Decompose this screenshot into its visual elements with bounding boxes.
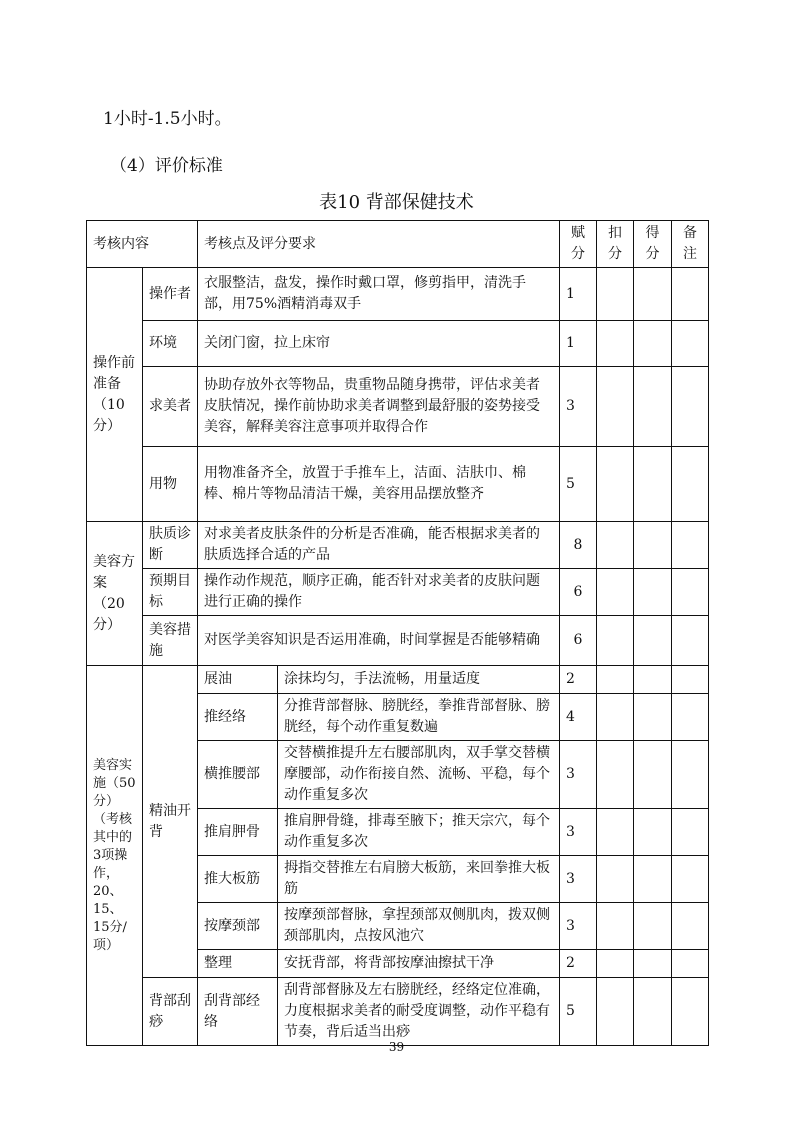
note-cell [672, 741, 709, 809]
row-score: 2 [560, 950, 597, 978]
deduct-cell [597, 741, 634, 809]
get-cell [634, 950, 672, 978]
impl-item: 刮背部经络 [198, 978, 278, 1046]
note-cell [672, 666, 709, 694]
get-cell [634, 666, 672, 694]
impl-requirement: 涂抹均匀，手法流畅，用量适度 [278, 666, 560, 694]
impl-requirement: 拇指交替推左右肩膀大板筋，来回拳推大板筋 [278, 856, 560, 903]
impl-requirement: 推肩胛骨缝，排毒至腋下；推天宗穴，每个动作重复多次 [278, 809, 560, 856]
get-cell [634, 856, 672, 903]
note-cell [672, 321, 709, 367]
impl-requirement: 按摩颈部督脉，拿捏颈部双侧肌肉，拨双侧颈部肌肉，点按风池穴 [278, 903, 560, 950]
row-score: 2 [560, 666, 597, 694]
row-requirement: 用物准备齐全，放置于手推车上，洁面、洁肤巾、棉棒、棉片等物品清洁干燥，美容用品摆放整齐 [198, 447, 560, 522]
get-cell [634, 447, 672, 522]
impl-item: 整理 [198, 950, 278, 978]
row-score: 3 [560, 856, 597, 903]
row-score: 6 [560, 569, 597, 616]
table-row [87, 522, 709, 569]
row-score: 6 [560, 616, 597, 666]
deduct-cell [597, 367, 634, 447]
row-category: 预期目标 [143, 569, 198, 616]
impl-item: 推肩胛骨 [198, 809, 278, 856]
deduct-cell [597, 569, 634, 616]
row-requirement: 协助存放外衣等物品，贵重物品随身携带，评估求美者皮肤情况，操作前协助求美者调整到最舒服的姿势接受美容，解释美容注意事项并取得合作 [198, 367, 560, 447]
impl-requirement: 安抚背部，将背部按摩油擦拭干净 [278, 950, 560, 978]
row-score: 5 [560, 447, 597, 522]
intro-duration-text: 1小时-1.5小时。 [103, 109, 232, 129]
table-row [87, 321, 709, 367]
get-cell [634, 569, 672, 616]
get-cell [634, 522, 672, 569]
row-requirement: 操作动作规范，顺序正确，能否针对求美者的皮肤问题进行正确的操作 [198, 569, 560, 616]
deduct-cell [597, 616, 634, 666]
table-row [87, 367, 709, 447]
row-score: 3 [560, 809, 597, 856]
deduct-cell [597, 809, 634, 856]
row-category: 环境 [143, 321, 198, 367]
impl-category-oil: 精油开背 [143, 666, 198, 978]
row-score: 3 [560, 903, 597, 950]
impl-requirement: 分推背部督脉、膀胱经，拳推背部督脉、膀胱经，每个动作重复数遍 [278, 694, 560, 741]
row-requirement: 对求美者皮肤条件的分析是否准确，能否根据求美者的肤质选择合适的产品 [198, 522, 560, 569]
get-cell [634, 809, 672, 856]
header-get: 得分 [634, 221, 672, 268]
row-score: 3 [560, 367, 597, 447]
table-row [87, 616, 709, 666]
note-cell [672, 367, 709, 447]
note-cell [672, 569, 709, 616]
header-note: 备注 [672, 221, 709, 268]
note-cell [672, 522, 709, 569]
note-cell [672, 978, 709, 1046]
deduct-cell [597, 694, 634, 741]
deduct-cell [597, 666, 634, 694]
header-score: 赋分 [560, 221, 597, 268]
note-cell [672, 809, 709, 856]
row-score: 1 [560, 321, 597, 367]
group-impl: 美容实施（50分）（考核其中的3项操作，20、15、15分/项） [87, 666, 143, 1046]
get-cell [634, 694, 672, 741]
note-cell [672, 447, 709, 522]
evaluation-table [86, 220, 709, 1046]
note-cell [672, 694, 709, 741]
header-content: 考核内容 [87, 221, 198, 268]
row-score: 5 [560, 978, 597, 1046]
note-cell [672, 268, 709, 321]
row-category: 美容措施 [143, 616, 198, 666]
table-row [87, 666, 709, 694]
deduct-cell [597, 978, 634, 1046]
deduct-cell [597, 903, 634, 950]
deduct-cell [597, 321, 634, 367]
get-cell [634, 367, 672, 447]
impl-category-scraping: 背部刮痧 [143, 978, 198, 1046]
row-score: 8 [560, 522, 597, 569]
impl-requirement: 交替横推提升左右腰部肌肉，双手掌交替横摩腰部，动作衔接自然、流畅、平稳，每个动作重复多次 [278, 741, 560, 809]
row-category: 用物 [143, 447, 198, 522]
page-number: 39 [388, 1040, 405, 1054]
row-category: 操作者 [143, 268, 198, 321]
table-row [87, 569, 709, 616]
row-requirement: 关闭门窗，拉上床帘 [198, 321, 560, 367]
note-cell [672, 903, 709, 950]
impl-item: 展油 [198, 666, 278, 694]
table-row [87, 268, 709, 321]
row-score: 4 [560, 694, 597, 741]
get-cell [634, 903, 672, 950]
deduct-cell [597, 856, 634, 903]
get-cell [634, 321, 672, 367]
section-heading: （4）评价标准 [110, 156, 223, 176]
group-prep: 操作前准备（10分） [87, 268, 143, 522]
row-score: 1 [560, 268, 597, 321]
table-row [87, 978, 709, 1046]
impl-item: 推大板筋 [198, 856, 278, 903]
table-title: 表10 背部保健技术 [319, 192, 474, 213]
note-cell [672, 616, 709, 666]
deduct-cell [597, 447, 634, 522]
note-cell [672, 856, 709, 903]
row-score: 3 [560, 741, 597, 809]
deduct-cell [597, 268, 634, 321]
row-requirement: 对医学美容知识是否运用准确，时间掌握是否能够精确 [198, 616, 560, 666]
impl-item: 横推腰部 [198, 741, 278, 809]
table-row [87, 447, 709, 522]
row-category: 求美者 [143, 367, 198, 447]
get-cell [634, 978, 672, 1046]
note-cell [672, 950, 709, 978]
impl-requirement: 刮背部督脉及左右膀胱经，经络定位准确，力度根据求美者的耐受度调整，动作平稳有节奏，背后适当出痧 [278, 978, 560, 1046]
deduct-cell [597, 950, 634, 978]
header-deduct: 扣分 [597, 221, 634, 268]
row-requirement: 衣服整洁，盘发，操作时戴口罩，修剪指甲，清洗手部，用75%酒精消毒双手 [198, 268, 560, 321]
header-points: 考核点及评分要求 [198, 221, 560, 268]
get-cell [634, 741, 672, 809]
row-category: 肤质诊断 [143, 522, 198, 569]
deduct-cell [597, 522, 634, 569]
get-cell [634, 616, 672, 666]
group-plan: 美容方案（20分） [87, 522, 143, 666]
impl-item: 按摩颈部 [198, 903, 278, 950]
impl-item: 推经络 [198, 694, 278, 741]
get-cell [634, 268, 672, 321]
table-header-row [87, 221, 709, 268]
